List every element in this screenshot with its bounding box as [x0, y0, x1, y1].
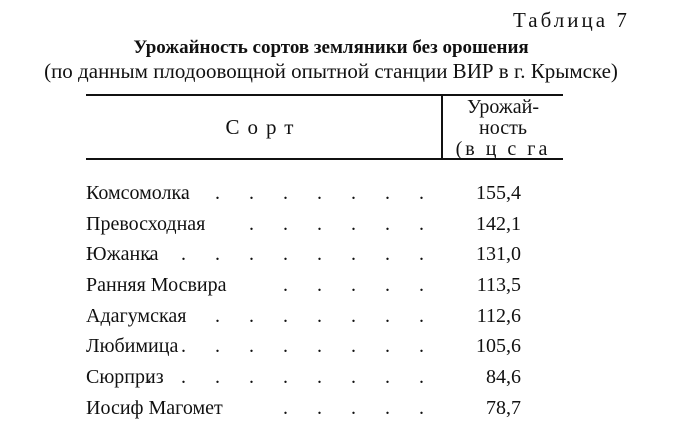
yield-value: 131,0 [476, 243, 521, 266]
variety-name: Комсомолка [86, 182, 190, 204]
variety-name: Иосиф Магомет [86, 396, 223, 419]
yield-value: 112,6 [476, 304, 521, 327]
table-row [86, 178, 526, 209]
variety-name: Любимица [86, 335, 179, 358]
table-row [86, 331, 526, 362]
yield-value: 84,6 [486, 366, 521, 389]
yield-value: 78,7 [486, 396, 521, 419]
column-header-yield-label: Урожай- ность [467, 96, 539, 139]
variety-name: Сюрприз [86, 366, 164, 389]
dot-leader: . . . . . . . . . [147, 366, 436, 389]
table-subtitle: (по данным плодоовощной опытной станции ВИР в г. Крымске) [44, 59, 618, 83]
table-body [86, 178, 526, 424]
yield-value: 105,6 [476, 335, 521, 358]
table-row [86, 239, 526, 270]
yield-value: 142,1 [476, 212, 521, 235]
table-number: Таблица 7 [513, 8, 630, 32]
dot-leader: . . . . . . . . [181, 182, 436, 204]
yield-value: 113,5 [476, 274, 521, 297]
column-header-yield-unit: (в ц с га [455, 138, 551, 160]
table-row [86, 362, 526, 393]
dot-leader: . . . . . . . . [181, 335, 436, 358]
dot-leader: . . . . . [283, 274, 436, 297]
table-row [86, 270, 526, 301]
table-row [86, 301, 526, 332]
column-header-yield [443, 97, 563, 160]
yield-value: 155,4 [476, 182, 521, 204]
table-row [86, 393, 526, 424]
column-header-variety: Сорт [225, 115, 302, 139]
dot-leader: . . . . . . [249, 212, 436, 235]
table-title: Урожайность сортов земляники без орошения [133, 37, 529, 58]
dot-leader: . . . . . . . . . [147, 243, 436, 266]
variety-name: Адагумская [86, 304, 187, 327]
table-row [86, 209, 526, 240]
dot-leader: . . . . . . . [215, 304, 436, 327]
variety-name: Южанка [86, 243, 159, 266]
variety-name: Ранняя Мосвира [86, 274, 227, 297]
variety-name: Превосходная [86, 212, 206, 235]
dot-leader: . . . . . [283, 396, 436, 419]
